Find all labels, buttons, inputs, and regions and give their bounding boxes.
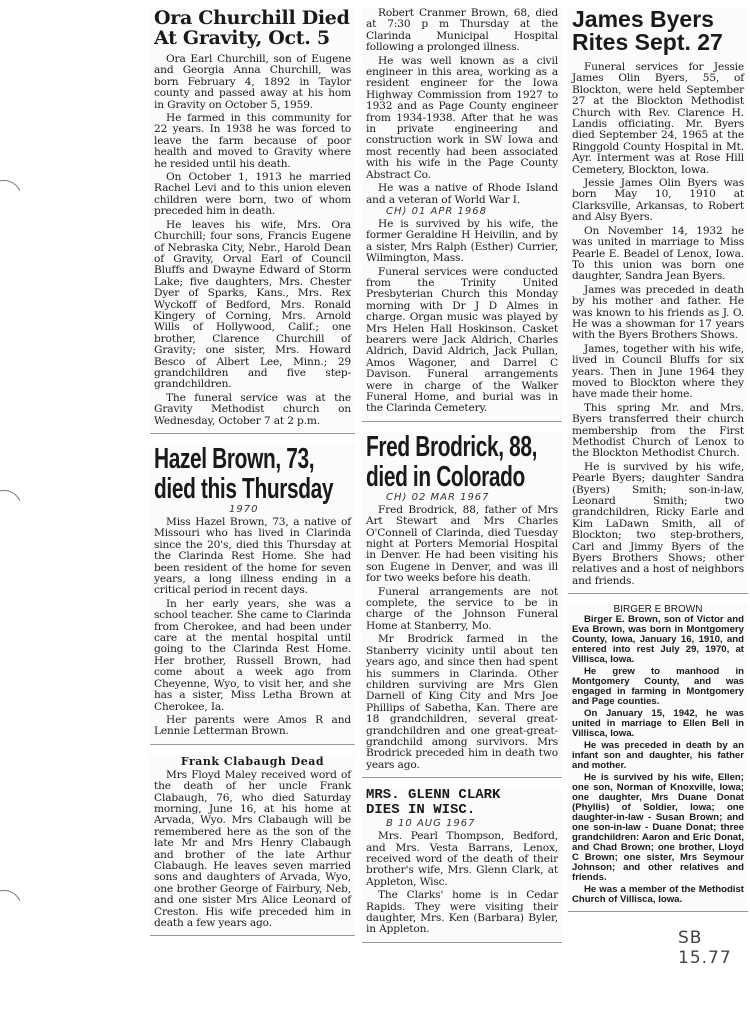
paragraph: The funeral service was at the Gravity Methodist church on Wednesday, October 7 at 2 p.m. (154, 391, 351, 427)
article-hazel-brown (150, 444, 355, 745)
paragraph: Funeral arrangements are not complete, the service to be in charge of the Johnson Funeral Home at Stanberry, Mo. (366, 585, 558, 632)
paragraph: He is survived by his wife, Ellen; one son, Norman of Knoxville, Iowa; one daughter, Mrs Duane Donat (Phyllis) of Soldier, Iowa; one daughter-in-law - Susan Brown; and one son-in-law - Duane Donat; three grandchildren: Aaron and Eric Donat, and Chad Brown; one brother, Lloyd C Brown; one sister, Mrs Seymour Johnson; and other relatives and friends. (572, 772, 744, 884)
paragraph: In her early years, she was a school teacher. She came to Clarinda from Cherokee, and had been under care at the mental hospital until going to the Clarinda Rest Home. Her brother, Russell Brown, had come about a week ago from Cheyenne, Wyo, to visit her, and she has a sister, Miss Letha Brown at Cherokee, Ia. (154, 597, 351, 713)
headline-line: Ora Churchill Died (154, 7, 350, 29)
paragraph: On November 14, 1932 he was united in marriage to Miss Pearle E. Beadel of Lenox, Iowa. To this union was born one daughter, Sandra Jean Byers. (572, 224, 744, 283)
headline-line: DIES IN WISC. (366, 802, 476, 819)
column-middle (362, 8, 562, 943)
paragraph: He was a native of Rhode Island and a veteran of World War I. (366, 182, 558, 206)
paragraph: Mrs Floyd Maley received word of the death of her uncle Frank Clabaugh, 76, who died Saturday morning, June 16, at his home at Arvada, Wyo. Mrs Clabaugh will be remembered here as the son of the late Mr and Mrs Henry Clabaugh and brother of the late Arthur Clabaugh. He leaves seven married sons and daughters of Arvada, Wyo, one brother George of Fairbury, Neb, and one sister Mrs Alice Leonard of Creston. His wife preceded him in death a few years ago. (154, 768, 351, 929)
headline (572, 8, 744, 54)
paragraph: Her parents were Amos R and Lennie Letterman Brown. (154, 713, 351, 738)
paragraph: Funeral services for Jessie James Olin Byers, 55, of Blockton, were held September 27 at the Blockton Methodist Church with Rev. Clarence H. Landis officiating. Mr. Byers died September 24, 1965 at the Ringgold County Hospital in Mt. Ayr. Interment was at Rose Hill Cemetery, Blockton, Iowa. (572, 61, 744, 176)
article-fred-brodrick (362, 432, 562, 778)
article-robert-brown (362, 8, 562, 422)
paragraph: He is survived by his wife, the former Geraldine H Heivilin, and by a sister, Mrs Ralph (Esther) Currier, Wilmington, Mass. (366, 217, 558, 265)
paragraph: He was well known as a civil engineer in this area, working as a resident engineer for the Iowa Highway Commission from 1927 to 1932 and as Page County engineer from 1934-1938. After that he was in private engineering and construction work in SW Iowa and most recently had been associated with his wife in the Page County Abstract Co. (366, 54, 558, 181)
paragraph: He was preceded in death by an infant son and daughter, his father and mother. (572, 740, 744, 772)
paragraph: He leaves his wife, Mrs. Ora Churchill; four sons, Francis Eugene of Nebraska City, Nebr., Harold Dean of Gravity, Orval Earl of Council Bluffs and Dwayne Edward of Storm Lake; five daughters, Mrs. Chester Dyer of Sparks, Kans., Mrs. Rex Wyckoff of Bedford, Mrs. Ronald Kingery of Corning, Mrs. Arnold Wills of Hollywood, Calif.; one brother, Clarence Churchill of Gravity; one sister, Mrs. Howard Besco of Albert Lee, Minn.; 29 grandchildren and five step-grandchildren. (154, 218, 351, 391)
paragraph: Mr Brodrick farmed in the Stanberry vicinity until about ten years ago, and since then had spent his summers in Clarinda. Other children surviving are Mrs Glen Darnell of King City and Mrs Joe Phillips of Sabetha, Kan. There are 18 grandchildren, several great-grandchildren and one great-great-grandchild among survivors. Mrs Brodrick preceded him in death two years ago. (366, 633, 558, 771)
headline-line: died in Colorado (366, 460, 525, 493)
article-glenn-clark (362, 788, 562, 943)
paragraph: The Clarks' home is in Cedar Rapids. They were visiting their daughter, Mrs. Ken (Barbara) Byler, in Appleton. (366, 889, 558, 936)
headline-line: Hazel Brown, 73, (154, 443, 315, 475)
paragraph: He farmed in this community for 22 years. In 1938 he was forced to leave the farm because of poor health and moved to Gravity where he resided until his death. (154, 112, 351, 170)
article-birger-brown (568, 604, 748, 912)
handwritten-date: B 10 AUG 1967 (386, 818, 476, 830)
article-clabaugh (150, 755, 355, 937)
handwritten-date: 1970 (229, 504, 259, 515)
paragraph: Birger E. Brown, son of Victor and Eva Brown, was born in Montgomery County, Iowa, January 16, 1910, and entered into rest July 29, 1970, at Villisca, Iowa. (572, 614, 744, 666)
headline-line: Fred Brodrick, 88, (366, 430, 538, 463)
article-james-byers (568, 8, 748, 594)
paragraph: Funeral services were conducted from the Trinity United Presbyterian Church this Monday morning with Dr J D Almes in charge. Organ music was played by Mrs Helen Hall Hoskinson. Casket bearers were Jack Aldrich, Charles Aldrich, David Aldrich, Jack Pullan, Amos Wagoner, and Darrel C Davison. Funeral arrangements were in charge of the Walker Funeral Home, and burial was in the Clarinda Cemetery. (366, 265, 558, 415)
headline (154, 8, 351, 48)
article-churchill (150, 8, 355, 434)
headline-line: Rites Sept. 27 (572, 29, 723, 55)
paragraph: James was preceded in death by his mother and father. He was known to his friends as J. O. He was a showman for 17 years with the Byers Brothers Shows. (572, 283, 744, 342)
paragraph: Ora Earl Churchill, son of Eugene and Georgia Anna Churchill, was born February 4, 1892 in Taylor county and passed away at his hom in Gravity on October 5, 1959. (154, 53, 351, 111)
headline (366, 430, 538, 493)
paragraph: Fred Brodrick, 88, father of Mrs Art Stewart and Mrs Charles O'Connell of Clarinda, died Tuesday night at Porters Memorial Hospital in Denver. He had been visiting his son Eugene in Denver, and was ill for two weeks before his death. (366, 503, 558, 585)
headline: Frank Clabaugh Dead (180, 754, 325, 768)
paragraph: James, together with his wife, lived in Council Bluffs for six years. Then in June 1964 they moved to Blockton where they have made their home. (572, 342, 744, 401)
headline-line: At Gravity, Oct. 5 (154, 27, 330, 49)
binder-hole-mark (0, 885, 27, 931)
binder-hole-mark (0, 175, 27, 221)
paragraph: He is survived by his wife, Pearle Byers; daughter Sandra (Byers) Smith; son-in-law, Leonard Smith; two grandchildren, Ricky Earle and Kim LaDawn Smith, all of Blockton; two step-brothers, Carl and Jimmy Byers of the Byers Brothers Shows; other relatives and a host of neighbors and friends. (572, 460, 744, 587)
paragraph: He was a member of the Methodist Church of Villisca, Iowa. (572, 884, 744, 906)
headline-line: died this Thursday (154, 473, 334, 505)
paragraph: He grew to manhood in Montgomery County, and was engaged in farming in Montgomery and Page counties. (572, 666, 744, 708)
paragraph: On October 1, 1913 he married Rachel Levi and to this union eleven children were born, two of whom preceded him in death. (154, 171, 351, 218)
paragraph: Jessie James Olin Byers was born May 10, 1910 at Clarksville, Arkansas, to Robert and Alsy Byers. (572, 177, 744, 224)
headline-line: MRS. GLENN CLARK (366, 787, 501, 804)
handwritten-date: CH) 01 APR 1968 (386, 205, 487, 217)
paragraph: Miss Hazel Brown, 73, a native of Missouri who has lived in Clarinda since the 20's, died this Thursday at the Clarinda Rest Home. She had been resident of the home for seven years, a long illness ending in a critical period in recent days. (154, 516, 351, 597)
paragraph: On January 15, 1942, he was united in marriage to Ellen Bell in Villisca, Iowa. (572, 708, 744, 740)
headline (366, 788, 558, 818)
headline-line: James Byers (572, 6, 714, 32)
paragraph: This spring Mr. and Mrs. Byers transferred their church membership from the First Methodist Church of Lenox to the Blockton Methodist Church. (572, 401, 744, 460)
paragraph: Robert Cranmer Brown, 68, died at 7:30 p m Thursday at the Clarinda Municipal Hospital following a prolonged illness. (366, 7, 558, 54)
paragraph: Mrs. Pearl Thompson, Bedford, and Mrs. Vesta Barrans, Lenox, received word of the death of their brother's wife, Mrs. Glenn Clark, at Appleton, Wisc. (366, 830, 558, 888)
headline (154, 443, 334, 505)
column-left (150, 8, 355, 936)
handwritten-date: CH) 02 MAR 1967 (386, 491, 490, 503)
binder-hole-mark (0, 485, 27, 531)
column-right (568, 8, 748, 968)
page-mark: SB 15.77 (678, 928, 732, 969)
headline: BIRGER E BROWN (613, 604, 703, 616)
